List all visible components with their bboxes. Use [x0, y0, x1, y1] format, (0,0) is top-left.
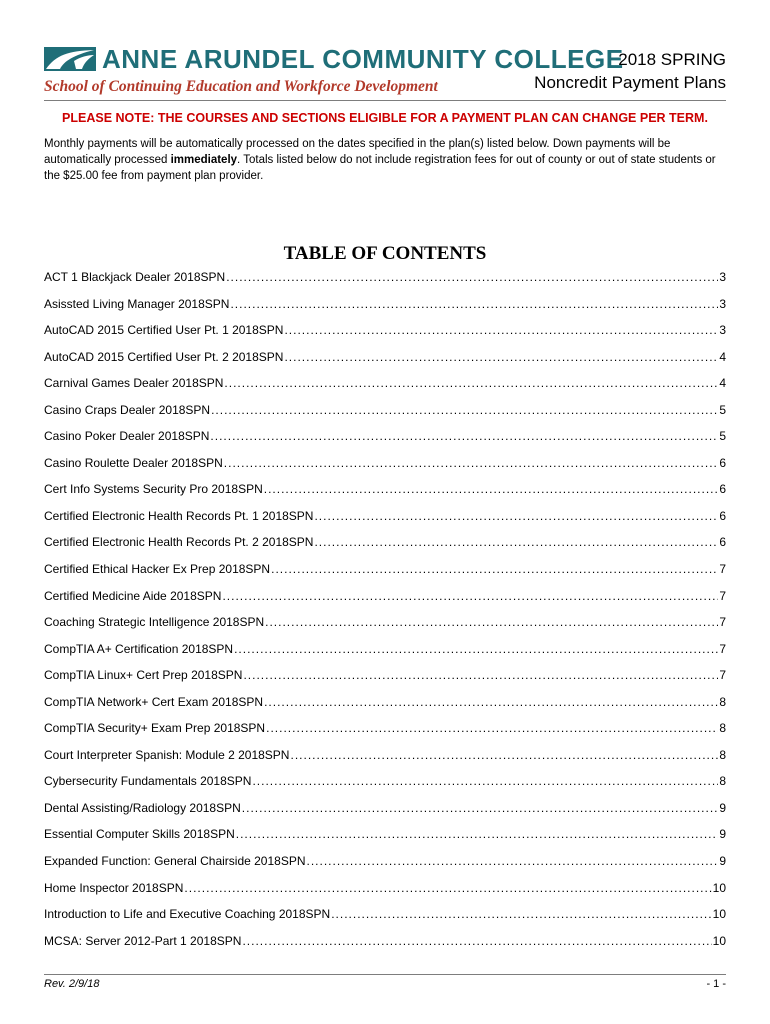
- intro-paragraph: [44, 136, 726, 184]
- page-number: - 1 -: [706, 978, 726, 990]
- toc-entry-title: Expanded Function: General Chairside 2018SPN: [44, 854, 306, 869]
- toc-entry[interactable]: [44, 795, 726, 822]
- footer-divider: [44, 974, 726, 975]
- toc-entry[interactable]: [44, 662, 726, 689]
- logo-wave-icon: [44, 47, 96, 71]
- toc-entry-page: 9: [719, 854, 726, 869]
- toc-entry[interactable]: [44, 476, 726, 503]
- toc-entry-title: AutoCAD 2015 Certified User Pt. 2 2018SPN: [44, 349, 284, 364]
- toc-dot-leader: [184, 875, 711, 901]
- intro-bold-text: immediately: [170, 154, 238, 166]
- toc-entry-title: Casino Craps Dealer 2018SPN: [44, 402, 211, 417]
- toc-dot-leader: [242, 928, 711, 954]
- toc-dot-leader: [226, 264, 718, 290]
- toc-dot-leader: [211, 397, 718, 423]
- toc-dot-leader: [230, 291, 718, 317]
- toc-entry-title: Cybersecurity Fundamentals 2018SPN: [44, 774, 252, 789]
- toc-dot-leader: [290, 742, 718, 768]
- toc-entry-title: CompTIA Security+ Exam Prep 2018SPN: [44, 721, 266, 736]
- toc-entry-page: 6: [719, 455, 726, 470]
- toc-dot-leader: [224, 450, 719, 476]
- toc-dot-leader: [234, 636, 718, 662]
- toc-entry[interactable]: [44, 556, 726, 583]
- toc-dot-leader: [266, 715, 718, 741]
- toc-dot-leader: [210, 423, 718, 449]
- college-name: ANNE ARUNDEL COMMUNITY COLLEGE: [102, 44, 624, 74]
- toc-entry[interactable]: [44, 742, 726, 769]
- toc-entry[interactable]: [44, 397, 726, 424]
- toc-dot-leader: [314, 529, 718, 555]
- college-logo: [44, 44, 624, 100]
- toc-entry-page: 7: [719, 588, 726, 603]
- toc-dot-leader: [331, 901, 711, 927]
- document-title: Noncredit Payment Plans: [534, 73, 726, 92]
- toc-entry-page: 5: [719, 402, 726, 417]
- toc-entry-page: 10: [712, 933, 726, 948]
- term-label: 2018 SPRING: [618, 50, 726, 69]
- toc-entry-page: 7: [719, 668, 726, 683]
- toc-dot-leader: [307, 848, 719, 874]
- toc-entry-title: Certified Ethical Hacker Ex Prep 2018SPN: [44, 562, 271, 577]
- toc-entry-page: 7: [719, 562, 726, 577]
- toc-title: TABLE OF CONTENTS: [283, 243, 487, 264]
- toc-entry-title: Certified Electronic Health Records Pt. 2 2018SPN: [44, 535, 314, 550]
- school-name: School of Continuing Education and Workforce Development: [44, 78, 438, 95]
- toc-entry-page: 8: [719, 747, 726, 762]
- table-of-contents: [44, 264, 726, 954]
- toc-entry[interactable]: [44, 901, 726, 928]
- toc-dot-leader: [222, 583, 718, 609]
- toc-entry-page: 6: [719, 535, 726, 550]
- toc-entry-page: 3: [719, 323, 726, 338]
- intro-text-2: . Totals listed below do not include registration fees for out of county or out of state students or the $25.00 fee from payment plan provider.: [44, 154, 716, 182]
- toc-dot-leader: [284, 344, 718, 370]
- toc-entry-page: 7: [719, 641, 726, 656]
- toc-entry-title: Asissted Living Manager 2018SPN: [44, 296, 230, 311]
- header-divider: [44, 100, 726, 101]
- toc-entry-title: Essential Computer Skills 2018SPN: [44, 827, 235, 842]
- toc-entry-title: Introduction to Life and Executive Coaching 2018SPN: [44, 907, 331, 922]
- document-title-block: [534, 48, 726, 94]
- toc-entry[interactable]: [44, 423, 726, 450]
- toc-entry-title: Casino Roulette Dealer 2018SPN: [44, 455, 223, 470]
- toc-entry[interactable]: [44, 370, 726, 397]
- toc-entry[interactable]: [44, 689, 726, 716]
- toc-entry-title: Coaching Strategic Intelligence 2018SPN: [44, 615, 265, 630]
- toc-entry-title: Certified Medicine Aide 2018SPN: [44, 588, 222, 603]
- toc-dot-leader: [236, 821, 719, 847]
- toc-entry[interactable]: [44, 821, 726, 848]
- toc-entry-page: 4: [719, 376, 726, 391]
- toc-entry-page: 7: [719, 615, 726, 630]
- toc-entry-title: Dental Assisting/Radiology 2018SPN: [44, 800, 241, 815]
- toc-entry-title: Carnival Games Dealer 2018SPN: [44, 376, 224, 391]
- toc-entry[interactable]: [44, 344, 726, 371]
- toc-entry-title: Certified Electronic Health Records Pt. 1 2018SPN: [44, 508, 314, 523]
- toc-entry[interactable]: [44, 636, 726, 663]
- toc-entry[interactable]: [44, 450, 726, 477]
- toc-entry-page: 3: [719, 296, 726, 311]
- toc-entry-title: Cert Info Systems Security Pro 2018SPN: [44, 482, 263, 497]
- toc-dot-leader: [271, 556, 718, 582]
- toc-entry-page: 8: [719, 694, 726, 709]
- toc-entry[interactable]: [44, 264, 726, 291]
- toc-entry-title: Home Inspector 2018SPN: [44, 880, 184, 895]
- toc-entry-page: 6: [719, 508, 726, 523]
- toc-entry[interactable]: [44, 317, 726, 344]
- intro-text-1: Monthly payments will be automatically processed on the dates specified in the plan(s) listed below. Down payments will be automatically processed: [44, 138, 671, 166]
- toc-dot-leader: [284, 317, 718, 343]
- toc-entry-page: 8: [719, 721, 726, 736]
- toc-entry-page: 5: [719, 429, 726, 444]
- toc-entry[interactable]: [44, 928, 726, 955]
- toc-entry-title: MCSA: Server 2012-Part 1 2018SPN: [44, 933, 242, 948]
- toc-dot-leader: [243, 662, 718, 688]
- toc-entry-page: 10: [712, 880, 726, 895]
- revision-date: Rev. 2/9/18: [44, 978, 100, 990]
- toc-entry-page: 6: [719, 482, 726, 497]
- toc-dot-leader: [242, 795, 719, 821]
- toc-entry[interactable]: [44, 848, 726, 875]
- toc-dot-leader: [265, 609, 718, 635]
- toc-entry[interactable]: [44, 609, 726, 636]
- toc-entry[interactable]: [44, 503, 726, 530]
- toc-entry-page: 4: [719, 349, 726, 364]
- toc-entry-page: 3: [719, 270, 726, 284]
- toc-entry-title: CompTIA Linux+ Cert Prep 2018SPN: [44, 668, 243, 683]
- toc-dot-leader: [264, 476, 719, 502]
- toc-entry-title: CompTIA A+ Certification 2018SPN: [44, 641, 234, 656]
- toc-entry-title: AutoCAD 2015 Certified User Pt. 1 2018SPN: [44, 323, 284, 338]
- eligibility-notice: PLEASE NOTE: THE COURSES AND SECTIONS ELIGIBLE FOR A PAYMENT PLAN CAN CHANGE PER TERM.: [62, 111, 708, 125]
- toc-entry-title: CompTIA Network+ Cert Exam 2018SPN: [44, 694, 264, 709]
- toc-entry[interactable]: [44, 875, 726, 902]
- toc-entry[interactable]: [44, 768, 726, 795]
- toc-entry-title: Court Interpreter Spanish: Module 2 2018SPN: [44, 747, 290, 762]
- toc-entry[interactable]: [44, 529, 726, 556]
- toc-dot-leader: [224, 370, 718, 396]
- toc-dot-leader: [252, 768, 718, 794]
- toc-entry-title: ACT 1 Blackjack Dealer 2018SPN: [44, 270, 226, 284]
- toc-entry-title: Casino Poker Dealer 2018SPN: [44, 429, 210, 444]
- toc-entry-page: 8: [719, 774, 726, 789]
- toc-dot-leader: [264, 689, 718, 715]
- toc-entry-page: 9: [719, 800, 726, 815]
- toc-entry[interactable]: [44, 583, 726, 610]
- page-header: [44, 40, 726, 104]
- toc-entry[interactable]: [44, 291, 726, 318]
- toc-entry-page: 10: [712, 907, 726, 922]
- toc-dot-leader: [314, 503, 718, 529]
- toc-entry[interactable]: [44, 715, 726, 742]
- toc-entry-page: 9: [719, 827, 726, 842]
